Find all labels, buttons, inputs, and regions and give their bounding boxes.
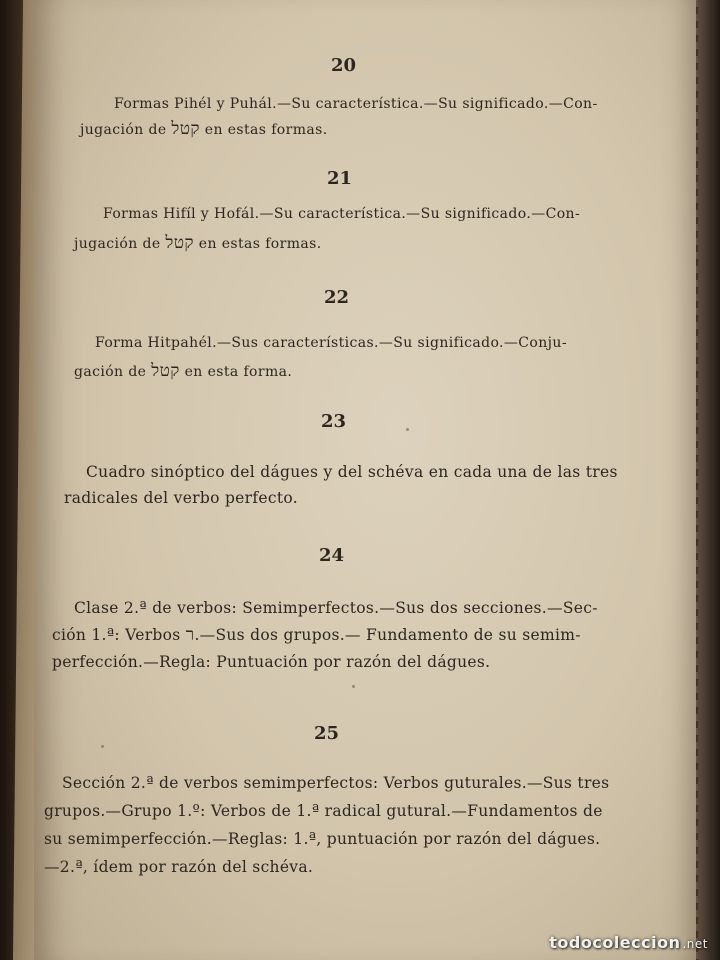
paper-speck [101,745,104,748]
section-line: ción 1.ª: Verbos ר.—Sus dos grupos.— Fundamento de su semim- [52,625,581,645]
section-line: Formas Hifíl y Hofál.—Su característica.—Su significado.—Con- [103,206,581,222]
section-number: 20 [331,55,357,76]
section-line: su semimperfección.—Reglas: 1.ª, puntuación por razón del dágues. [44,830,601,848]
section-line: Formas Pihél y Puhál.—Su característica.—Su significado.—Con- [114,96,598,112]
hebrew-word: קטל [165,233,194,253]
hebrew-word: קטל [171,119,200,139]
section-line: radicales del verbo perfecto. [64,489,298,507]
section-number: 25 [314,723,340,744]
watermark-logo: todocoleccion .net [549,933,708,952]
section-line: grupos.—Grupo 1.º: Verbos de 1.ª radical gutural.—Fundamentos de [44,802,603,820]
book-page [34,0,696,960]
section-number: 22 [324,287,350,308]
paper-speck [406,428,409,431]
section-line: jugación de קטל en estas formas. [80,119,328,139]
section-line: jugación de קטל en estas formas. [74,233,322,253]
section-number: 24 [319,545,345,566]
hebrew-letter: ר [185,625,195,645]
section-line: Forma Hitpahél.—Sus características.—Su significado.—Conju- [95,335,567,351]
section-line: Sección 2.ª de verbos semimperfectos: Verbos guturales.—Sus tres [62,774,610,792]
section-number: 21 [327,168,353,189]
section-line: gación de קטל en esta forma. [74,361,293,381]
section-line: —2.ª, ídem por razón del schéva. [44,858,314,876]
section-line: perfección.—Regla: Puntuación por razón del dágues. [52,653,491,671]
paper-speck [352,685,355,688]
hebrew-word: קטל [151,361,180,381]
section-line: Clase 2.ª de verbos: Semimperfectos.—Sus dos secciones.—Sec- [74,599,598,617]
section-line: Cuadro sinóptico del dágues y del schéva en cada una de las tres [86,463,618,481]
section-number: 23 [321,411,347,432]
